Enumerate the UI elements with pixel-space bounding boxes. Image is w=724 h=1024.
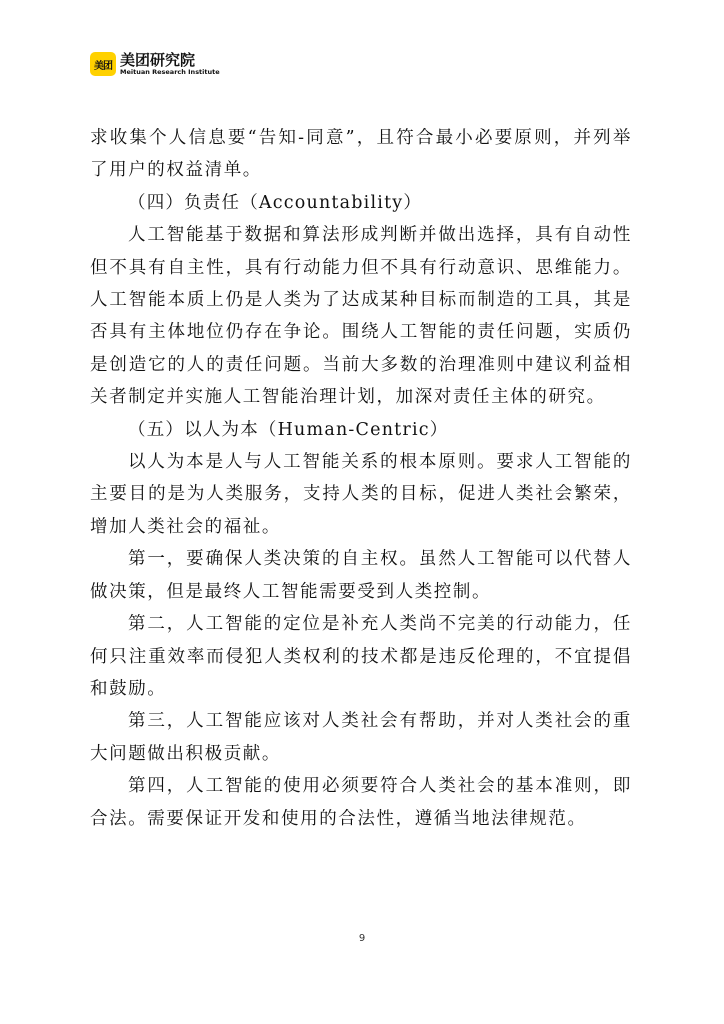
logo-english-name: Meituan Research Institute xyxy=(120,68,220,76)
paragraph-accountability: 人工智能基于数据和算法形成判断并做出选择，具有自动性但不具有自主性，具有行动能力但不具有行动意识、思维能力。人工智能本质上仍是人类为了达成某种目标而制造的工具，其是否具有主体地位仍存在争论。围绕人工智能的责任问题，实质仍是创造它的人的责任问题。当前大多数的治理准则中建议利益相关者制定并实施人工智能治理计划，加深对责任主体的研究。 xyxy=(90,225,632,408)
section-heading-human-centric: （五）以人为本（Human-Centric） xyxy=(128,419,449,440)
paragraph-human-centric: 以人为本是人与人工智能关系的根本原则。要求人工智能的主要目的是为人类服务，支持人类的目标，促进人类社会繁荣，增加人类社会的福祉。 xyxy=(90,452,632,537)
paragraph-first-point: 第一，要确保人类决策的自主权。虽然人工智能可以代替人做决策，但是最终人工智能需要受到人类控制。 xyxy=(90,549,632,602)
section-heading-accountability: （四）负责任（Accountability） xyxy=(128,192,423,213)
logo-chinese-name: 美团研究院 xyxy=(120,51,196,69)
meituan-logo-icon: 美团 xyxy=(90,52,116,76)
paragraph-user-rights: 求收集个人信息要“告知-同意”，且符合最小必要原则，并列举了用户的权益清单。 xyxy=(90,128,632,181)
logo-text xyxy=(120,52,220,76)
paragraph-third-point: 第三，人工智能应该对人类社会有帮助，并对人类社会的重大问题做出积极贡献。 xyxy=(90,711,632,764)
document-body xyxy=(90,122,632,835)
meituan-research-logo xyxy=(90,52,220,78)
page-number: 9 xyxy=(358,933,366,944)
paragraph-fourth-point: 第四，人工智能的使用必须要符合人类社会的基本准则，即合法。需要保证开发和使用的合法性，遵循当地法律规范。 xyxy=(90,776,632,829)
paragraph-second-point: 第二，人工智能的定位是补充人类尚不完美的行动能力，任何只注重效率而侵犯人类权利的技术都是违反伦理的，不宜提倡和鼓励。 xyxy=(90,614,632,699)
